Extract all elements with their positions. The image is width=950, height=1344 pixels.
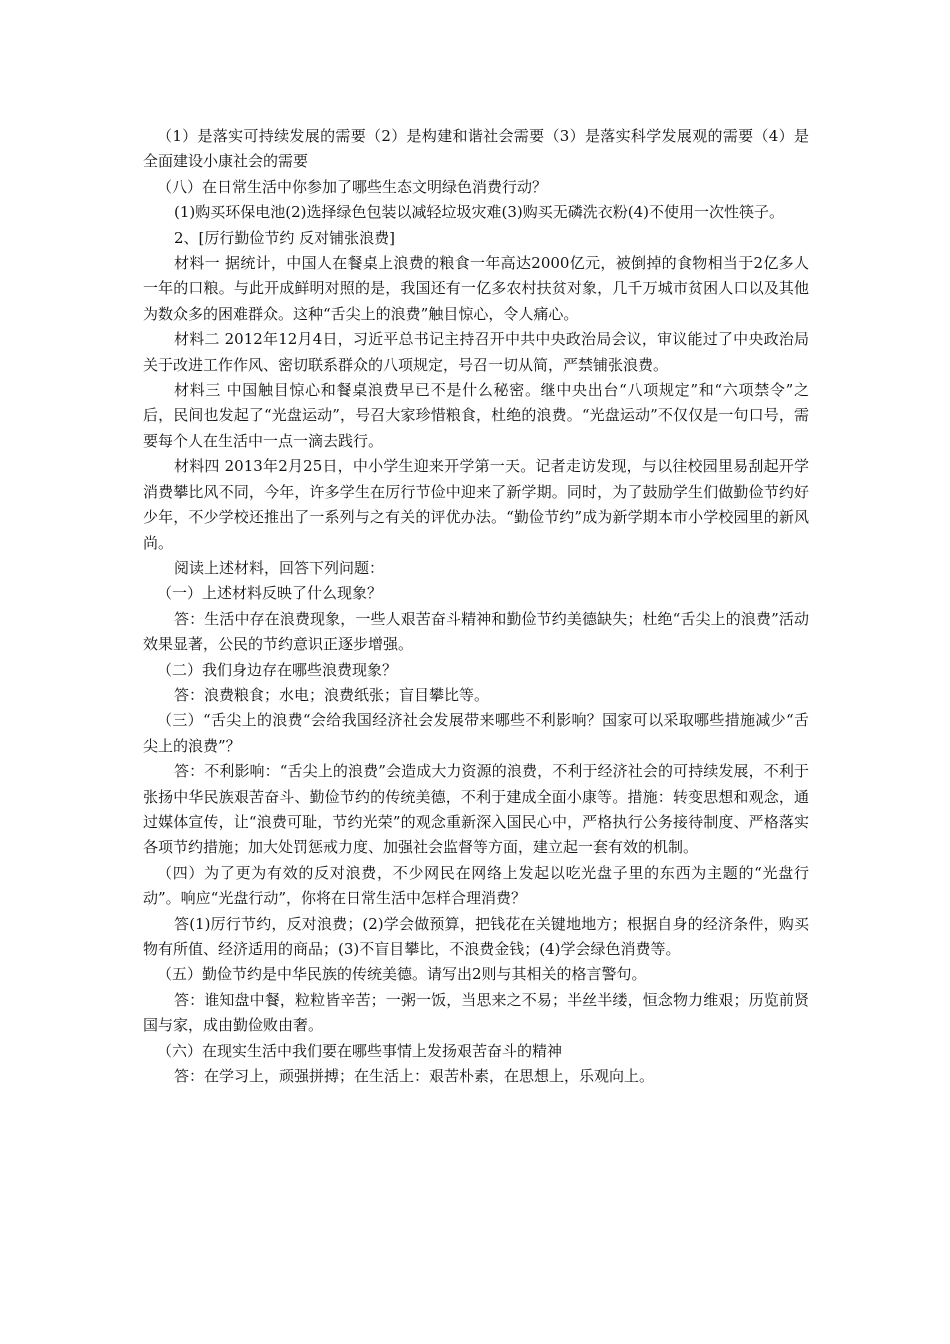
answer-two: 答：浪费粮食；水电；浪费纸张；盲目攀比等。 — [174, 685, 490, 704]
question-six: （六）在现实生活中我们要在哪些事情上发扬艰苦奋斗的精神 — [157, 1041, 563, 1060]
answer-four: 答(1)厉行节约，反对浪费；(2)学会做预算，把钱花在关键地地方；根据自身的经济条件，购买物有所值、经济适用的商品；(3)不盲目攀比，不浪费金钱；(4)学会绿色消费等。 — [143, 914, 809, 958]
question-four: （四）为了更为有效的反对浪费，不少网民在网络上发起以吃光盘子里的东西为主题的“光盘行动”。响应“光盘行动”，你将在日常生活中怎样合理消费？ — [143, 863, 809, 908]
document-page — [143, 124, 809, 1089]
question-one: （一）上述材料反映了什么现象？ — [157, 584, 383, 603]
question-five: （五）勤俭节约是中华民族的传统美德。请写出2则与其相关的格言警句。 — [157, 965, 647, 984]
answer-one: 答：生活中存在浪费现象，一些人艰苦奋斗精神和勤俭节约美德缺失；杜绝“舌尖上的浪费”活动效果显著，公民的节约意识正逐步增强。 — [143, 609, 809, 654]
question-three: （三）“舌尖上的浪费“会给我国经济社会发展带来哪些不利影响？国家可以采取哪些措施减少“舌尖上的浪费”？ — [143, 711, 809, 755]
material-four: 材料四 2013年2月25日，中小学生迎来开学第一天。记者走访发现，与以往校园里易刮起开学消费攀比风不同，今年，许多学生在厉行节俭中迎来了新学期。同时，为了鼓励学生们做勤俭节约好少年，不少学校还推出了一系列与之有关的评优办法。“勤俭节约”成为新学期本市小学校园里的新风尚。 — [143, 457, 809, 552]
answer-six: 答：在学习上，顽强拼搏；在生活上：艰苦朴素，在思想上，乐观向上。 — [174, 1067, 655, 1086]
question-eight: （八）在日常生活中你参加了哪些生态文明绿色消费行动？ — [157, 177, 548, 196]
answer-green-consumption: (1)购买环保电池(2)选择绿色包装以减轻垃圾灾难(3)购买无磷洗衣粉(4)不使用一次性筷子。 — [174, 203, 784, 222]
question-two: （二）我们身边存在哪些浪费现象？ — [157, 660, 398, 679]
answer-five: 答：谁知盘中餐，粒粒皆辛苦；一粥一饭，当思来之不易；半丝半缕，恒念物力维艰；历览前贤国与家，成由勤俭败由奢。 — [143, 990, 809, 1035]
material-three: 材料三 中国触目惊心和餐桌浪费早已不是什么秘密。继中央出台“八项规定”和“六项禁令”之后，民间也发起了“光盘运动”，号召大家珍惜粮食，杜绝的浪费。“光盘运动”不仅仅是一句口号，需要每个人在生活中一点一滴去践行。 — [143, 381, 809, 450]
paragraph-significance-answer: （1）是落实可持续发展的需要（2）是构建和谐社会需要（3）是落实科学发展观的需要（4）是全面建设小康社会的需要 — [143, 127, 809, 171]
answer-three: 答：不利影响：“舌尖上的浪费”会造成大力资源的浪费，不利于经济社会的可持续发展，不利于张扬中华民族艰苦奋斗、勤俭节约的传统美德，不利于建成全面小康等。措施：转变思想和观念，通过媒体宣传，让“浪费可耻，节约光荣”的观念重新深入国民心中，严格执行公务接待制度、严格落实各项节约措施；加大处罚惩戒力度、加强社会监督等方面，建立起一套有效的机制。 — [143, 762, 809, 857]
material-one: 材料一 据统计，中国人在餐桌上浪费的粮食一年高达2000亿元，被倒掉的食物相当于2亿多人一年的口粮。与此开成鲜明对照的是，我国还有一亿多农村扶贫对象，几千万城市贫困人口以及其他为数众多的困难群众。这种“舌尖上的浪费”触目惊心，令人痛心。 — [143, 254, 809, 323]
section-heading: 2、[厉行勤俭节约 反对铺张浪费] — [174, 228, 396, 247]
reading-instruction: 阅读上述材料，回答下列问题： — [174, 558, 385, 577]
material-two: 材料二 2012年12月4日，习近平总书记主持召开中共中央政治局会议，审议能过了中央政治局关于改进工作作风、密切联系群众的八项规定，号召一切从简，严禁铺张浪费。 — [143, 330, 809, 374]
